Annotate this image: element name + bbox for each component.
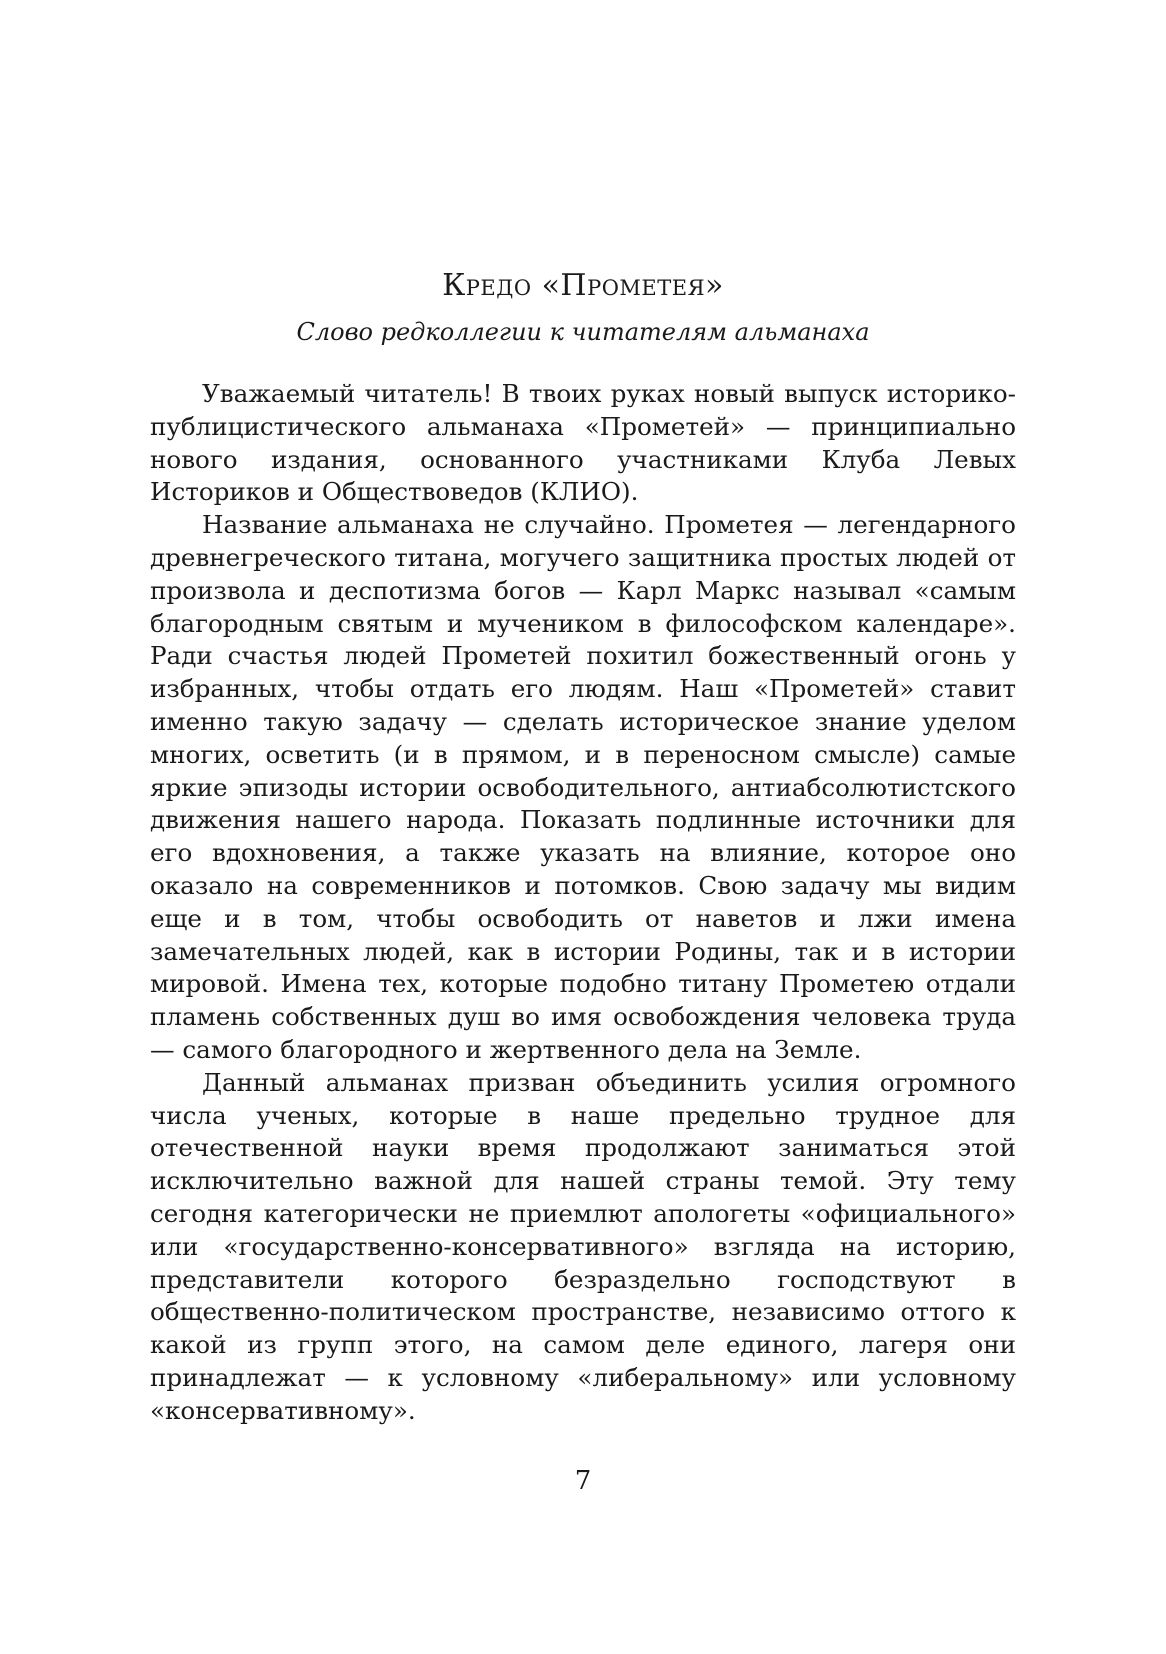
page-number: 7 bbox=[574, 1466, 592, 1496]
body-text bbox=[150, 378, 1016, 1428]
paragraph: Уважаемый читатель! В твоих руках новый выпуск историко-публицистического альманаха «Прометей» — принципиально нового издания, основанного участниками Клуба Левых Историков и Обществоведов (КЛИО). bbox=[150, 379, 1016, 507]
paragraph: Данный альманах призван объединить усилия огромного числа ученых, которые в наше предельно трудное для отечественной науки время продолжают заниматься этой исключительно важной для нашей страны темой. Эту тему сегодня категорически не приемлют апологеты «официального» или «государственно-консервативного» взгляда на историю, представители которого безраздельно господствуют в общественно-политическом пространстве, независимо оттого к какой из групп этого, на самом деле единого, лагеря они принадлежат — к условному «либеральному» или условному «консервативному». bbox=[150, 1067, 1016, 1425]
chapter-title: Кредо «Прометея» bbox=[442, 268, 724, 303]
chapter-subtitle: Слово редколлегии к читателям альманаха bbox=[296, 318, 870, 346]
paragraph: Название альманаха не случайно. Прометея — легендарного древнегреческого титана, могучего защитника простых людей от произвола и деспотизма богов — Карл Маркс называл «самым благородным святым и мучеником в философском календаре». Ради счастья людей Прометей похитил божественный огонь у избранных, чтобы отдать его людям. Наш «Прометей» ставит именно такую задачу — сделать историческое знание уделом многих, осветить (и в прямом, и в переносном смысле) самые яркие эпизоды истории освободительного, антиабсолютистского движения нашего народа. Показать подлинные источники для его вдохновения, а также указать на влияние, которое оно оказало на современников и потомков. Свою задачу мы видим еще и в том, чтобы освободить от наветов и лжи имена замечательных людей, как в истории Родины, так и в истории мировой. Имена тех, которые подобно титану Прометею отдали пламень собственных душ во имя освобождения человека труда — самого благородного и жертвенного дела на Земле. bbox=[150, 510, 1016, 1064]
